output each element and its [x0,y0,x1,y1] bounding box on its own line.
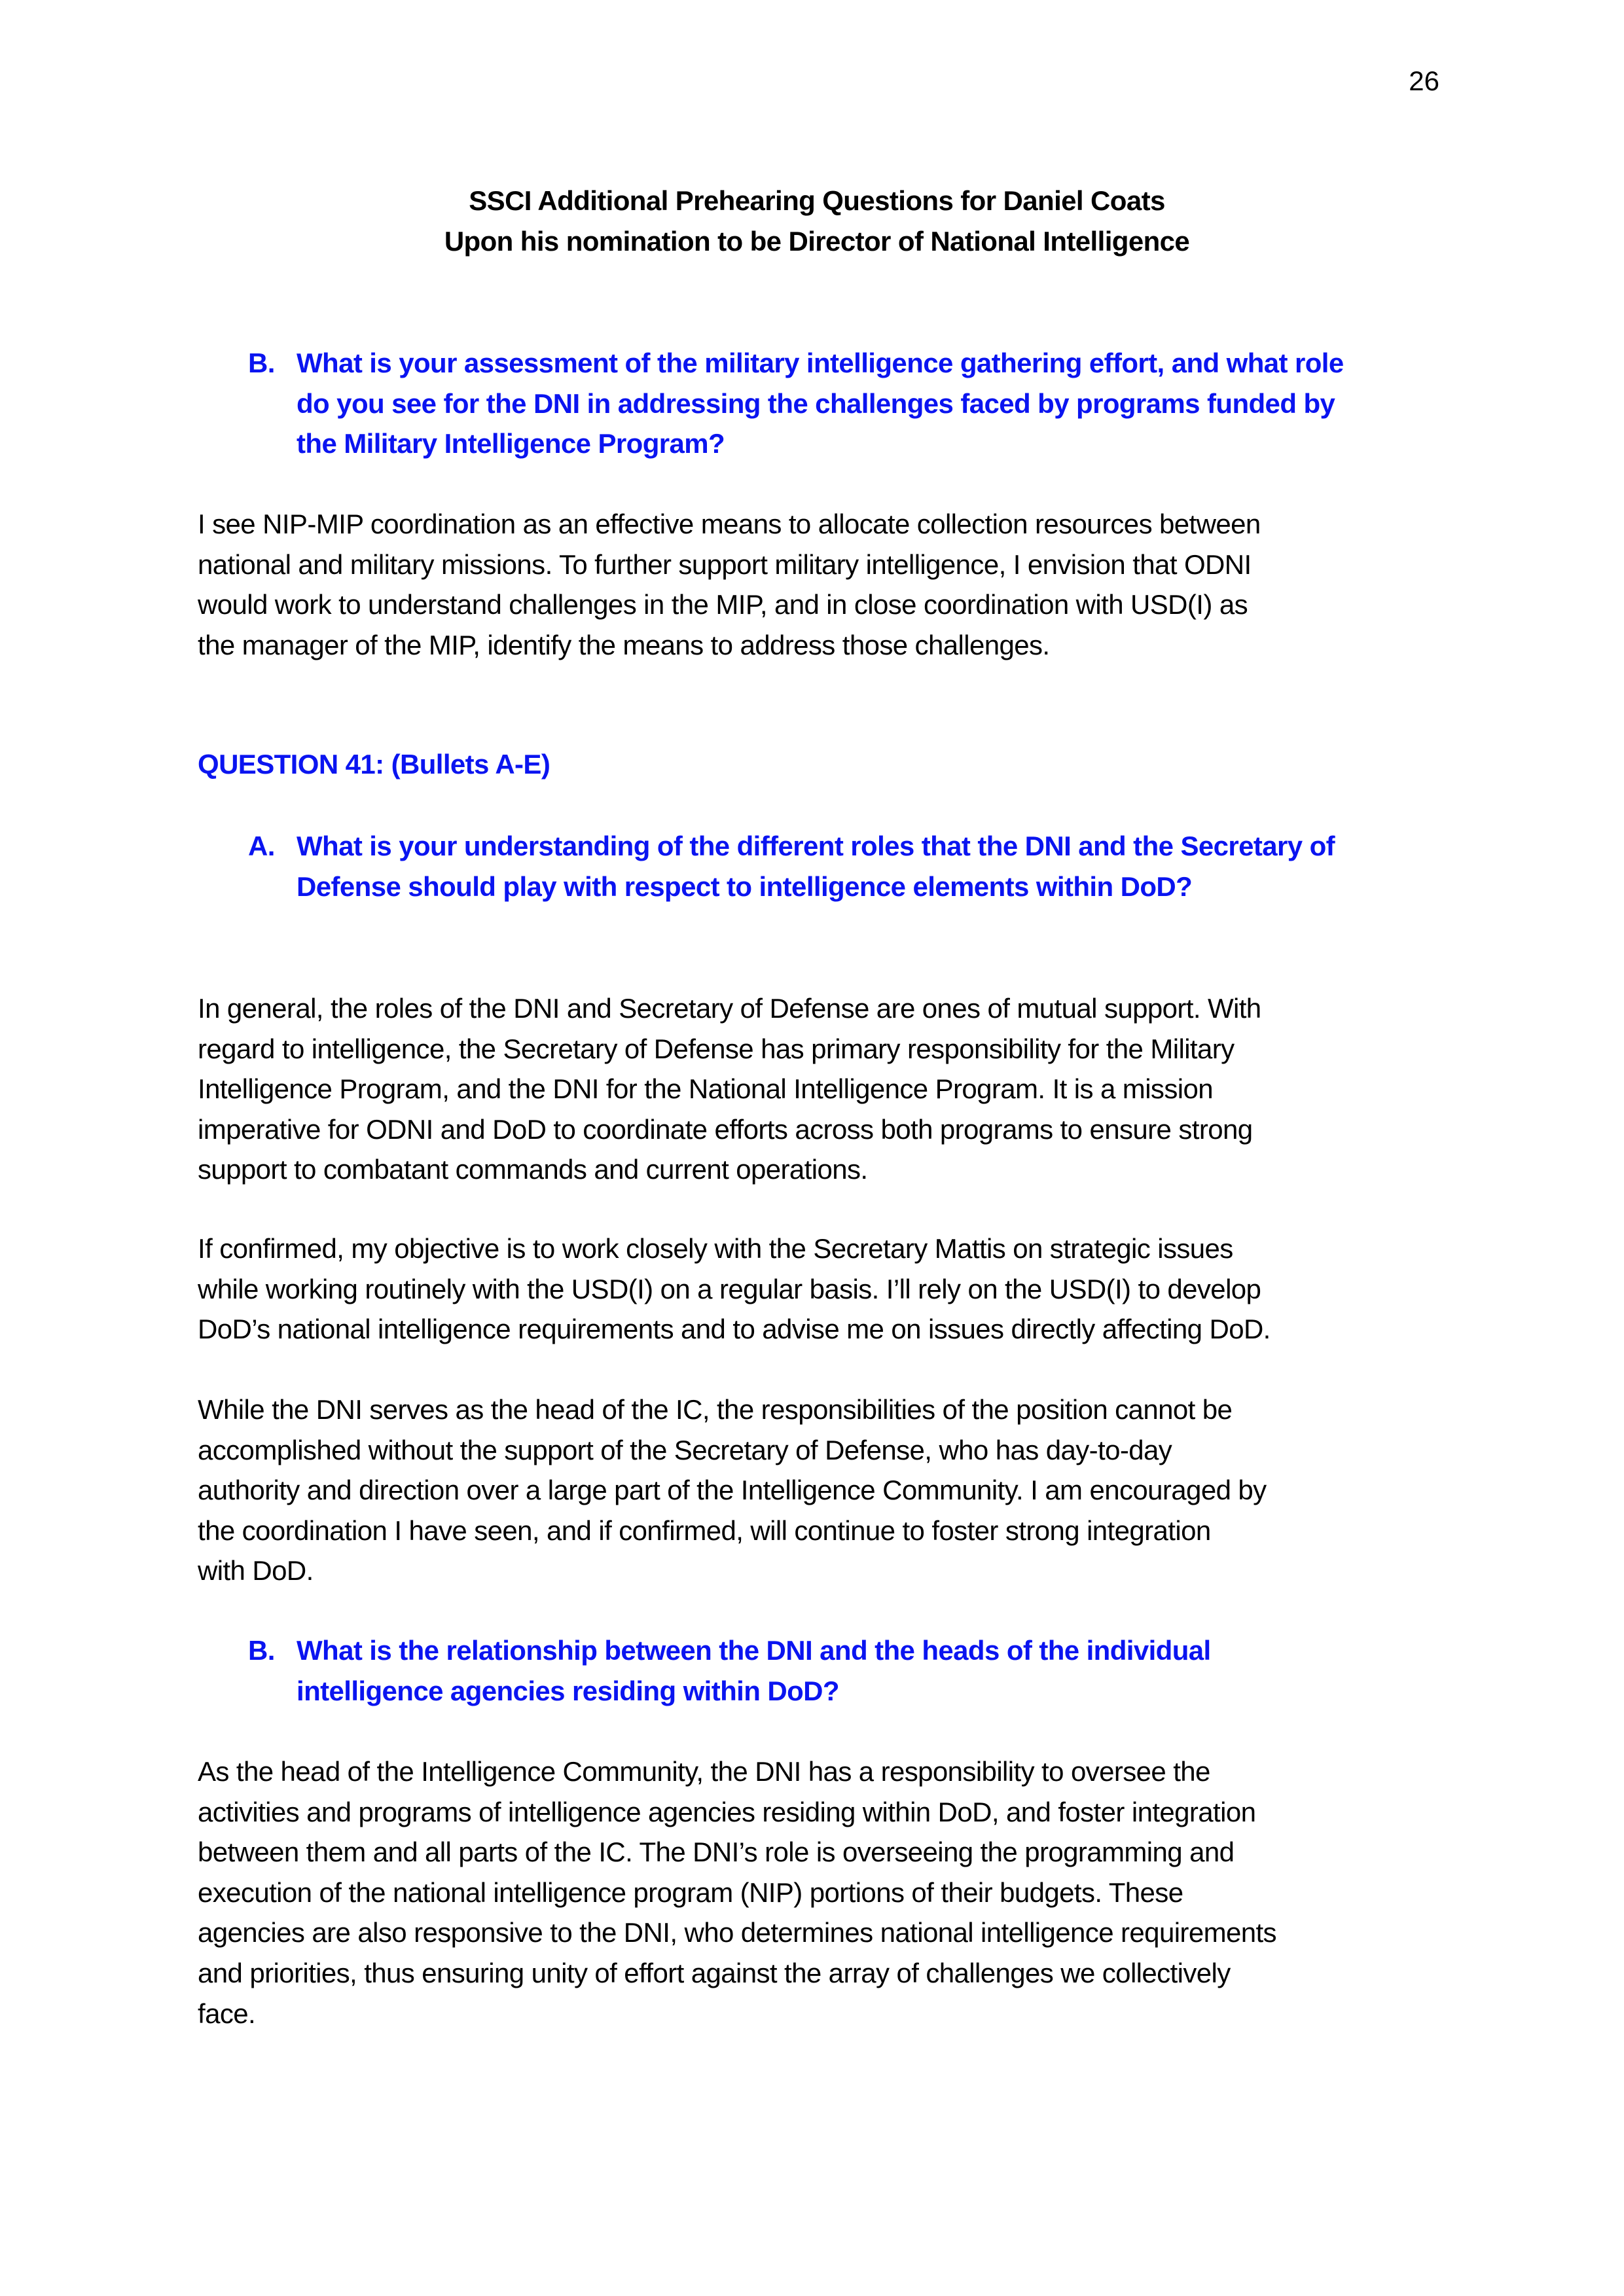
text-line: do you see for the DNI in addressing the challenges faced by programs funded by [297,387,1335,419]
text-line: As the head of the Intelligence Community, the DNI has a responsibility to oversee the [198,1756,1210,1787]
text-line: imperative for ODNI and DoD to coordinate efforts across both programs to ensure strong [198,1113,1253,1145]
answer-paragraph [198,504,1261,665]
text-line: In general, the roles of the DNI and Secretary of Defense are ones of mutual support. With [198,993,1261,1024]
text-line: activities and programs of intelligence agencies residing within DoD, and foster integration [198,1796,1256,1827]
text-line: face. [198,1998,256,2029]
text-line: Intelligence Program, and the DNI for the National Intelligence Program. It is a mission [198,1073,1213,1105]
text-line: with DoD. [198,1555,314,1587]
document-title [0,181,1624,261]
text-line: If confirmed, my objective is to work closely with the Secretary Mattis on strategic issues [198,1233,1233,1264]
text-line: SSCI Additional Prehearing Questions for Daniel Coats [469,185,1165,216]
question-a [248,826,1335,906]
text-line: intelligence agencies residing within DoD? [297,1675,839,1706]
page-number: 26 [1409,65,1439,96]
text-line: While the DNI serves as the head of the IC, the responsibilities of the position cannot be [198,1394,1233,1425]
answer-paragraph [198,1751,1276,2034]
question-marker: A. [248,831,275,861]
text-line: execution of the national intelligence program (NIP) portions of their budgets. These [198,1876,1183,1908]
text-line: DoD’s national intelligence requirements and to advise me on issues directly affecting DoD. [198,1314,1271,1345]
text-line: What is the relationship between the DNI and the heads of the individual [297,1635,1211,1666]
text-line: What is your assessment of the military intelligence gathering effort, and what role [297,348,1344,378]
text-line: I see NIP-MIP coordination as an effective means to allocate collection resources between [198,509,1261,539]
text-line: Defense should play with respect to intelligence elements within DoD? [297,870,1193,902]
text-line: What is your understanding of the different roles that the DNI and the Secretary of [297,831,1335,861]
text-line: the Military Intelligence Program? [297,428,725,459]
text-line: would work to understand challenges in the MIP, and in close coordination with USD(I) as [198,589,1248,620]
question-b-previous [248,343,1344,464]
answer-paragraph [198,988,1261,1190]
text-line: authority and direction over a large part of the Intelligence Community. I am encouraged by [198,1475,1267,1506]
text-line: while working routinely with the USD(I) on a regular basis. I’ll rely on the USD(I) to develop [198,1273,1261,1304]
text-line: support to combatant commands and current operations. [198,1154,868,1185]
text-line: national and military missions. To further support military intelligence, I envision that ODNI [198,548,1252,580]
answer-paragraph [198,1229,1271,1350]
text-line: Upon his nomination to be Director of National Intelligence [444,225,1190,257]
text-line: and priorities, thus ensuring unity of effort against the array of challenges we collectively [198,1957,1231,1988]
text-line: the coordination I have seen, and if confirmed, will continue to foster strong integration [198,1515,1211,1546]
answer-paragraph [198,1390,1267,1591]
question-b [248,1630,1211,1711]
question-marker: B. [248,348,275,378]
text-line: between them and all parts of the IC. The DNI’s role is overseeing the programming and [198,1837,1235,1868]
question-marker: B. [248,1635,275,1666]
question-41-heading: QUESTION 41: (Bullets A-E) [198,749,550,780]
text-line: the manager of the MIP, identify the means to address those challenges. [198,629,1050,660]
text-line: regard to intelligence, the Secretary of Defense has primary responsibility for the Military [198,1033,1235,1064]
text-line: accomplished without the support of the Secretary of Defense, who has day-to-day [198,1434,1172,1465]
text-line: agencies are also responsive to the DNI, who determines national intelligence requirements [198,1917,1276,1948]
